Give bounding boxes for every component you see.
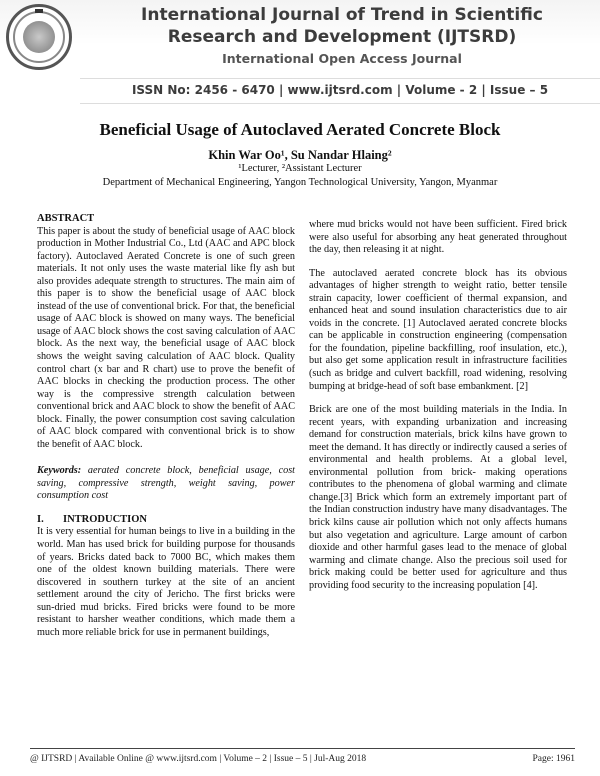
paper-title: Beneficial Usage of Autoclaved Aerated Concrete Block: [99, 120, 501, 139]
author-roles: ¹Lecturer, ²Assistant Lecturer: [238, 163, 362, 174]
section-title: INTRODUCTION: [63, 513, 148, 525]
author-department: Department of Mechanical Engineering, Yangon Technological University, Yangon, Myanmar: [102, 177, 498, 188]
abstract-heading: ABSTRACT: [37, 213, 95, 224]
keywords-label: Keywords:: [37, 465, 82, 477]
journal-subtitle: International Open Access Journal: [222, 51, 462, 66]
right-column: [309, 219, 567, 603]
journal-title-line1: International Journal of Trend in Scientific: [141, 5, 543, 25]
keywords-text: aerated concrete block, beneficial usage, cost saving, compressive strength, weight saving, power consumption cost: [37, 465, 295, 502]
introduction-text: It is very essential for human beings to live in a building in the world. Man has used brick for building purpose for thousands of years. Bricks dated back to 7000 BC, which makes them one of the oldest known building materials. There were discovered in southern turkey at the site of an ancient settlement around the city of Jericho. The first bricks were sun-dried mud bricks. Fired bricks were found to be more resistant to harsher weather conditions, which made them a much more reliable brick for use in permanent buildings,: [37, 526, 295, 638]
right-paragraph-2: The autoclaved aerated concrete block has its obvious advantages of higher strength to weight ratio, better tensile strain capacity, lower coefficient of thermal expansion, and enhanced heat and sound insulation characteristics due to air voids in the concrete. [1] Autoclaved aerated concrete blocks can be applicable in construction engineering (compensation for the foundation, pipeline backfilling, roof insulation, etc.), but also get some application result in infrastructure facilities (such as bridge and culvert backfill, road widening, resolving bumping at bridge-head of soft base embankment. [2]: [309, 267, 567, 392]
journal-header: [0, 0, 600, 112]
footer-divider: [30, 748, 575, 749]
abstract-text: This paper is about the study of beneficial usage of AAC block production in Mother Industrial Co., Ltd (AAC and APC block factory). Autoclaved Aerated Concrete is one of such green materials. It not only uses the waste material like fly ash but also provides adequate strength to structures. The main aim of this paper is to show the beneficial usage of AAC block instead of the use of conventional brick. For that, the beneficial usage of AAC block is showed on many ways. The beneficial usage of AAC block shows the cost saving calculation of AAC block. As the next way, the beneficial usage of AAC block shows the weight saving calculation of AAC block. Quality control chart (x bar and R chart) use to prove the benefit of AAC blocks in checking the production process. The other way is the compressive strength calculation between conventional brick and AAC block to show the benefit of AAC block. Finally, the power consumption cost saving calculation of AAC block compared with conventional brick is to show the benefit of AAC block.: [37, 225, 296, 450]
journal-title-line2: Research and Development (IJTSRD): [167, 27, 517, 47]
journal-logo: [6, 4, 72, 70]
issn-line: ISSN No: 2456 - 6470 | www.ijtsrd.com | Volume - 2 | Issue – 5: [131, 83, 549, 97]
keywords: [37, 465, 295, 503]
journal-title: [92, 4, 592, 48]
right-paragraph-1: where mud bricks would not have been sufficient. Fired brick were also useful for absorbing any heat generated throughout the day, then releasing it at night.: [309, 219, 567, 256]
section-number: I.: [37, 513, 44, 525]
left-column: [37, 213, 295, 650]
right-paragraph-3: Brick are one of the most building materials in the India. In recent years, with expanding urbanization and increasing demand for construction materials, brick kilns have grown to meet the demand. It has directly or indirectly caused a series of environmental and health problems. At a global level, environmental pollution from brick- making operations contributes to the phenomena of global warming and climate change.[3] Brick which form an extremely important part of the Indian construction industry have many disadvantages. The brick kilns cause air pollution which not only affects humans but also vegetation and agriculture. Large amount of carbon dioxide and other harmful gases lead to the menace of global warming and climate change. Also the precious soil used for brick making could be better used for agriculture and thus providing food security to the increasing population [4].: [309, 404, 567, 591]
paper-authors: Khin War Oo¹, Su Nandar Hlaing²: [208, 148, 392, 162]
introduction-heading: [37, 514, 295, 527]
logo-mark: [35, 9, 43, 13]
page-number: Page: 1961: [532, 754, 575, 764]
logo-center: [23, 21, 55, 53]
footer-text: @ IJTSRD | Available Online @ www.ijtsrd.com | Volume – 2 | Issue – 5 | Jul-Aug 2018: [30, 754, 367, 764]
